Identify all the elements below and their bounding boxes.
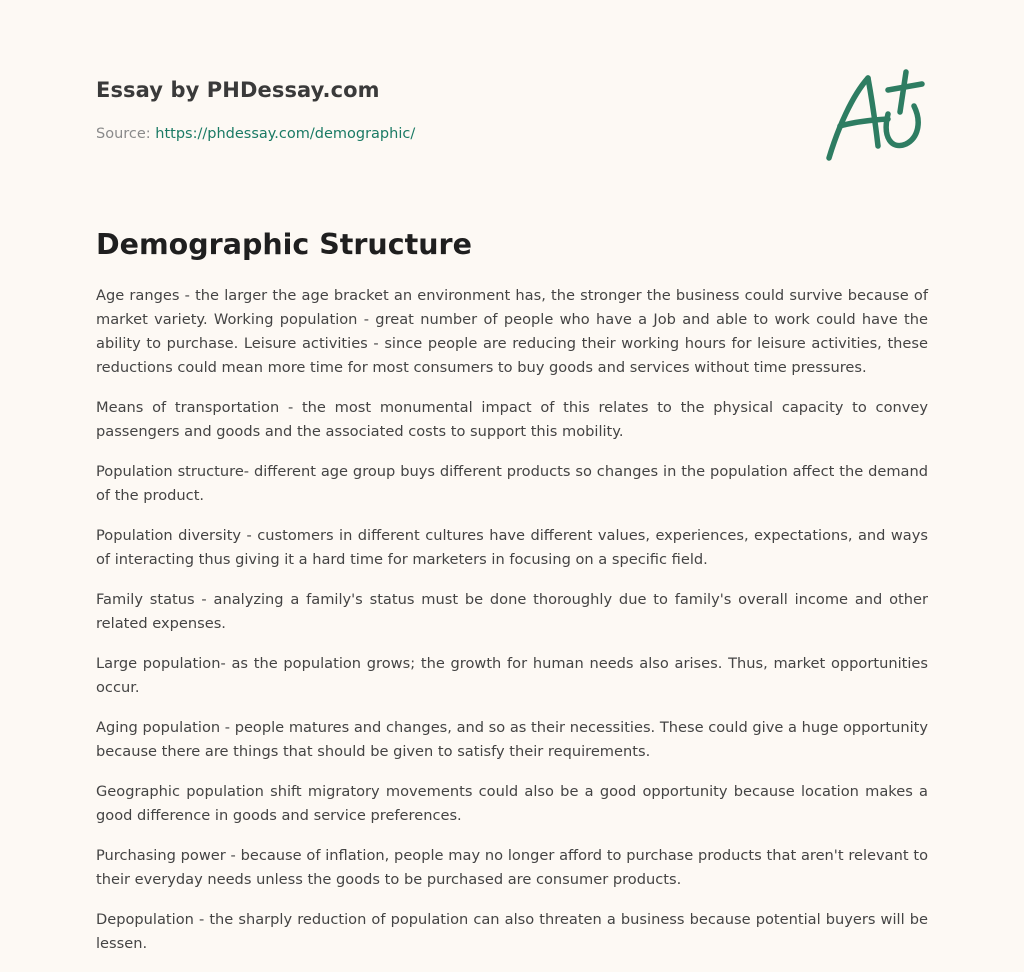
- essay-paragraph: Purchasing power - because of inflation, people may no longer afford to purchase products that aren't relevant to their everyday needs unless the goods to be purchased are consumer products.: [96, 847, 928, 888]
- essay-paragraph: Means of transportation - the most monumental impact of this relates to the physical capacity to convey passengers and goods and the associated costs to support this mobility.: [96, 399, 928, 440]
- essay-paragraph: Population structure- different age group buys different products so changes in the population affect the demand of the product.: [96, 463, 928, 504]
- essay-paragraph: Large population- as the population grows; the growth for human needs also arises. Thus, market opportunities occur.: [96, 655, 928, 696]
- source-link[interactable]: https://phdessay.com/demographic/: [155, 126, 416, 142]
- essay-paragraph: Depopulation - the sharply reduction of population can also threaten a business because potential buyers will be lessen.: [96, 911, 928, 952]
- essay-paragraph: Aging population - people matures and changes, and so as their necessities. These could give a huge opportunity because there are things that should be given to satisfy their requirements.: [96, 719, 928, 760]
- essay-paragraph: Population diversity - customers in different cultures have different values, experiences, expectations, and ways of interacting thus giving it a hard time for marketers in focusing on a specific field.: [96, 527, 928, 568]
- site-title: Essay by PHDessay.com: [96, 78, 380, 102]
- essay-paragraph: Age ranges - the larger the age bracket an environment has, the stronger the business could survive because of market variety. Working population - great number of people who have a Job and able to work could have the ability to purchase. Leisure activities - since people are reducing their working hours for leisure activities, these reductions could mean more time for most consumers to buy goods and services without time pressures.: [96, 287, 928, 376]
- essay-title: Demographic Structure: [96, 228, 472, 261]
- essay-paragraph: Family status - analyzing a family's status must be done thoroughly due to family's overall income and other related expenses.: [96, 591, 928, 632]
- essay-body: [96, 284, 928, 972]
- source-line: [96, 124, 796, 144]
- essay-paragraph: Geographic population shift migratory movements could also be a good opportunity because location makes a good difference in goods and service preferences.: [96, 783, 928, 824]
- page-header: [96, 76, 796, 144]
- a-plus-grade-icon: [818, 66, 930, 166]
- source-label: Source:: [96, 126, 151, 142]
